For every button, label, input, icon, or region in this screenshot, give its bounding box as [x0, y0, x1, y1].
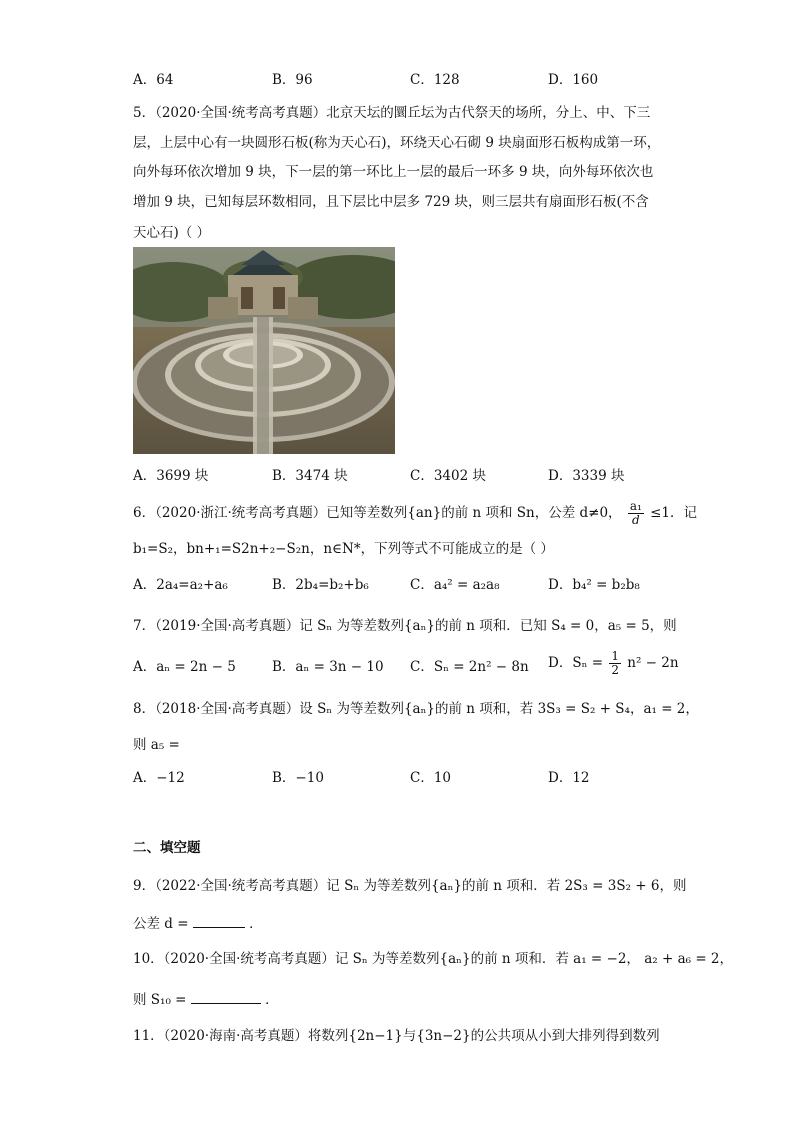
q7-option-b: B．aₙ = 3n − 10 [272, 659, 384, 675]
q8-option-b: B．−10 [272, 770, 324, 786]
q5-line-5: 天心石)（ ） [133, 225, 211, 241]
q8-option-a: A．−12 [133, 770, 185, 786]
q7-option-c: C．Sₙ = 2n² − 8n [410, 659, 529, 675]
q5-line-2: 层，上层中心有一块圆形石板(称为天心石)，环绕天心石砌 9 块扇面形石板构成第一环， [133, 135, 661, 151]
q4-option-c: C．128 [410, 72, 460, 88]
q6-option-a: A．2a₄=a₂+a₆ [133, 577, 228, 593]
q5-option-b: B．3474 块 [272, 468, 348, 484]
q7-option-d-fraction [609, 650, 621, 677]
q8-line-2: 则 a₅ = [133, 737, 180, 753]
q7-fraction-denominator: 2 [611, 663, 619, 677]
q5-line-1: 5．（2020·全国·统考高考真题）北京天坛的圜丘坛为古代祭天的场所，分上、中、下三 [133, 105, 651, 121]
q10-line-2 [133, 988, 279, 1008]
q9-line-1: 9．（2022·全国·统考高考真题）记 Sₙ 为等差数列{aₙ}的前 n 项和．若 2S₃ = 3S₂ + 6，则 [133, 878, 687, 894]
q6-option-c: C．a₄² = a₂a₈ [410, 577, 500, 593]
q6-line-1 [133, 500, 697, 527]
q7-fraction-numerator: 1 [611, 649, 619, 663]
q6-option-b: B．2b₄=b₂+b₆ [272, 577, 369, 593]
q7-option-d [548, 650, 679, 677]
q8-line-1: 8．（2018·全国·高考真题）设 Sₙ 为等差数列{aₙ}的前 n 项和，若 3S₃ = S₂ + S₄，a₁ = 2， [133, 701, 699, 717]
q4-option-b: B．96 [272, 72, 313, 88]
q5-line-4: 增加 9 块，已知每层环数相同，且下层比中层多 729 块，则三层共有扇面形石板(不含 [133, 194, 649, 210]
q10-answer-blank[interactable] [191, 991, 261, 1004]
q10-line-2-prefix: 则 S₁₀ = [133, 992, 187, 1008]
q6-fraction-denominator: d [631, 513, 640, 527]
q4-option-d: D．160 [548, 72, 599, 88]
q5-option-a: A．3699 块 [133, 468, 209, 484]
q6-option-d: D．b₄² = b₂b₈ [548, 577, 640, 593]
q6-line-1-suffix: ≤1．记 [650, 505, 698, 521]
q9-line-2-prefix: 公差 d = [133, 916, 189, 932]
q6-fraction-numerator: a₁ [629, 499, 642, 513]
q10-line-1: 10．（2020·全国·统考高考真题）记 Sₙ 为等差数列{aₙ}的前 n 项和．若 a₁ = −2， a₂ + a₆ = 2， [133, 951, 734, 967]
q9-line-2 [133, 912, 263, 932]
q5-option-d: D．3339 块 [548, 468, 625, 484]
q5-option-c: C．3402 块 [410, 468, 486, 484]
q11-line-1: 11．（2020·海南·高考真题）将数列{2n−1}与{3n−2}的公共项从小到大排列得到数列 [133, 1028, 660, 1044]
q5-line-3: 向外每环依次增加 9 块，下一层的第一环比上一层的最后一环多 9 块，向外每环依次也 [133, 164, 654, 180]
q7-option-d-suffix: n² − 2n [627, 655, 679, 671]
q7-option-a: A．aₙ = 2n − 5 [133, 659, 236, 675]
q6-fraction [628, 500, 644, 527]
q9-line-2-suffix: ． [249, 916, 263, 932]
q9-answer-blank[interactable] [193, 915, 245, 928]
temple-of-heaven-photo [133, 247, 395, 454]
q6-line-2: b₁=S₂，bn+₁=S2n+₂−S₂n，n∈N*，下列等式不可能成立的是（ ） [133, 541, 554, 557]
q7-option-d-prefix: D．Sₙ = [548, 655, 608, 671]
q4-option-a: A．64 [133, 72, 174, 88]
q10-line-2-suffix: ． [265, 992, 279, 1008]
q6-line-1-prefix: 6．（2020·浙江·统考高考真题）已知等差数列{an}的前 n 项和 Sn，公差 d≠0， [133, 505, 622, 521]
q7-line-1: 7．（2019·全国·高考真题）记 Sₙ 为等差数列{aₙ}的前 n 项和．已知 S₄ = 0，a₅ = 5，则 [133, 618, 677, 634]
q8-option-c: C．10 [410, 770, 452, 786]
q8-option-d: D．12 [548, 770, 590, 786]
section-title-fill-in: 二、填空题 [133, 840, 201, 856]
